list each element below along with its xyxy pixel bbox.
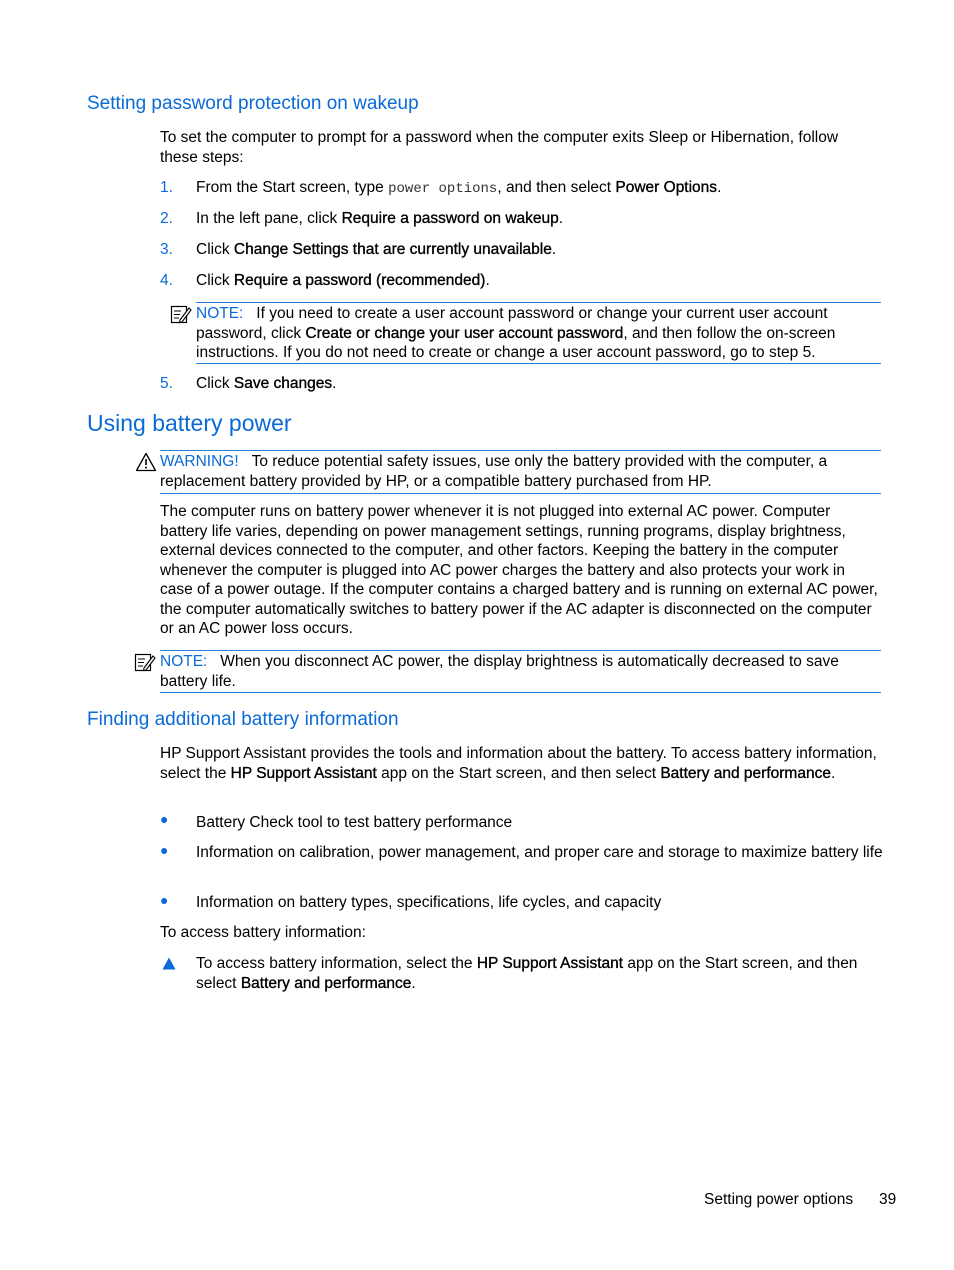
- paragraph-text: HP Support Assistant provides the tools and information about the battery. To access battery information, select the: [160, 745, 877, 782]
- step-text: .: [551, 241, 557, 258]
- note-icon: [170, 305, 192, 325]
- list-item: Information on calibration, power management, and proper care and storage to maximize battery life: [196, 844, 883, 861]
- paragraph-text: .: [830, 764, 836, 782]
- access-label: To access battery information:: [160, 924, 366, 941]
- step-number: 2.: [160, 210, 173, 227]
- note-top-rule: [160, 650, 881, 651]
- step-text: .: [558, 210, 564, 227]
- step-ui-term: Change Settings that are currently unavailable: [233, 241, 552, 258]
- footer-section-title: Setting power options: [704, 1191, 854, 1208]
- ui-term: Battery and performance: [660, 764, 831, 782]
- step-number: 1.: [160, 179, 173, 196]
- step-1: [196, 178, 886, 200]
- bullet-dot: ●: [160, 811, 169, 827]
- support-assistant-paragraph: [160, 744, 881, 783]
- ui-term: Battery and performance: [240, 974, 412, 992]
- warning-icon: [135, 452, 157, 472]
- step-number: 4.: [160, 272, 173, 289]
- instruction-text: app on the Start screen, and then select: [196, 955, 858, 992]
- bullet-dot: ●: [160, 892, 169, 908]
- access-instruction: [196, 954, 886, 993]
- warning-bottom-rule: [160, 493, 881, 494]
- note-bottom-rule: [160, 692, 881, 693]
- step-code: power options: [388, 181, 498, 197]
- step-ui-term: Require a password (recommended): [233, 272, 486, 289]
- step-5: [196, 374, 886, 394]
- step-text: From the Start screen, type: [196, 179, 389, 196]
- warning-top-rule: [160, 450, 881, 451]
- section-heading-additional-info: Finding additional battery information: [87, 709, 399, 730]
- step-text: .: [717, 179, 722, 196]
- note-password: [196, 304, 881, 363]
- note-ui-term: Create or change your user account password: [305, 324, 624, 342]
- step-ui-term: Require a password on wakeup: [341, 210, 559, 227]
- step-number: 5.: [160, 375, 173, 392]
- step-2: [196, 209, 886, 229]
- step-text: In the left pane, click: [196, 210, 342, 227]
- warning-label: WARNING!: [160, 453, 239, 470]
- instruction-text: .: [411, 974, 416, 992]
- warning-battery: [160, 452, 881, 491]
- note-icon: [134, 653, 156, 673]
- note-bottom-rule: [196, 363, 881, 364]
- step-ui-term: Save changes: [233, 375, 333, 392]
- step-ui-term: Power Options: [615, 179, 718, 196]
- note-top-rule: [196, 302, 881, 303]
- ui-term: HP Support Assistant: [230, 764, 377, 782]
- note-text: , and then follow the on-screen instructions. If you do not need to create or change a user account password, go to step 5.: [196, 324, 836, 361]
- step-text: .: [332, 375, 337, 392]
- note-label: NOTE:: [196, 305, 244, 322]
- ui-term: HP Support Assistant: [476, 955, 624, 972]
- step-3: [196, 240, 886, 260]
- paragraph-text: app on the Start screen, and then select: [376, 764, 661, 782]
- note-text: When you disconnect AC power, the display brightness is automatically decreased to save battery life.: [160, 653, 839, 690]
- page-number: 39: [879, 1191, 897, 1208]
- step-text: Click: [196, 375, 234, 392]
- intro-paragraph: To set the computer to prompt for a password when the computer exits Sleep or Hibernation, follow these steps:: [160, 129, 839, 166]
- section-heading-battery-power: Using battery power: [87, 410, 292, 436]
- step-text: Click: [196, 241, 234, 258]
- triangle-bullet-icon: [162, 957, 176, 970]
- note-label: NOTE:: [160, 653, 208, 670]
- section-heading-password-wakeup: Setting password protection on wakeup: [87, 93, 419, 114]
- list-item: Information on battery types, specifications, life cycles, and capacity: [196, 894, 662, 911]
- instruction-text: To access battery information, select the: [196, 955, 477, 972]
- bullet-dot: ●: [160, 842, 169, 858]
- step-text: Click: [196, 272, 234, 289]
- step-text: , and then select: [497, 179, 616, 196]
- step-4: [196, 271, 886, 291]
- warning-text: To reduce potential safety issues, use only the battery provided with the computer, a replacement battery provided by HP, or a compatible battery purchased from HP.: [160, 453, 828, 490]
- note-text: If you need to create a user account password or change your current user account password, click: [196, 305, 828, 342]
- note-ac-power: [160, 652, 881, 691]
- step-text: .: [485, 272, 490, 289]
- battery-body-paragraph: The computer runs on battery power whenever it is not plugged into external AC power. Computer battery life varies, depending on power management settings, running programs, display brightness, external devices connected to the computer, and other factors. Keeping the battery in the computer whenever the computer is plugged into AC power charges the battery and also protects your work in case of a power outage. If the computer contains a charged battery and is running on external AC power, the computer automatically switches to battery power if the AC adapter is disconnected on the computer or an AC power loss occurs.: [160, 503, 878, 637]
- step-number: 3.: [160, 241, 173, 258]
- list-item: Battery Check tool to test battery performance: [196, 814, 513, 831]
